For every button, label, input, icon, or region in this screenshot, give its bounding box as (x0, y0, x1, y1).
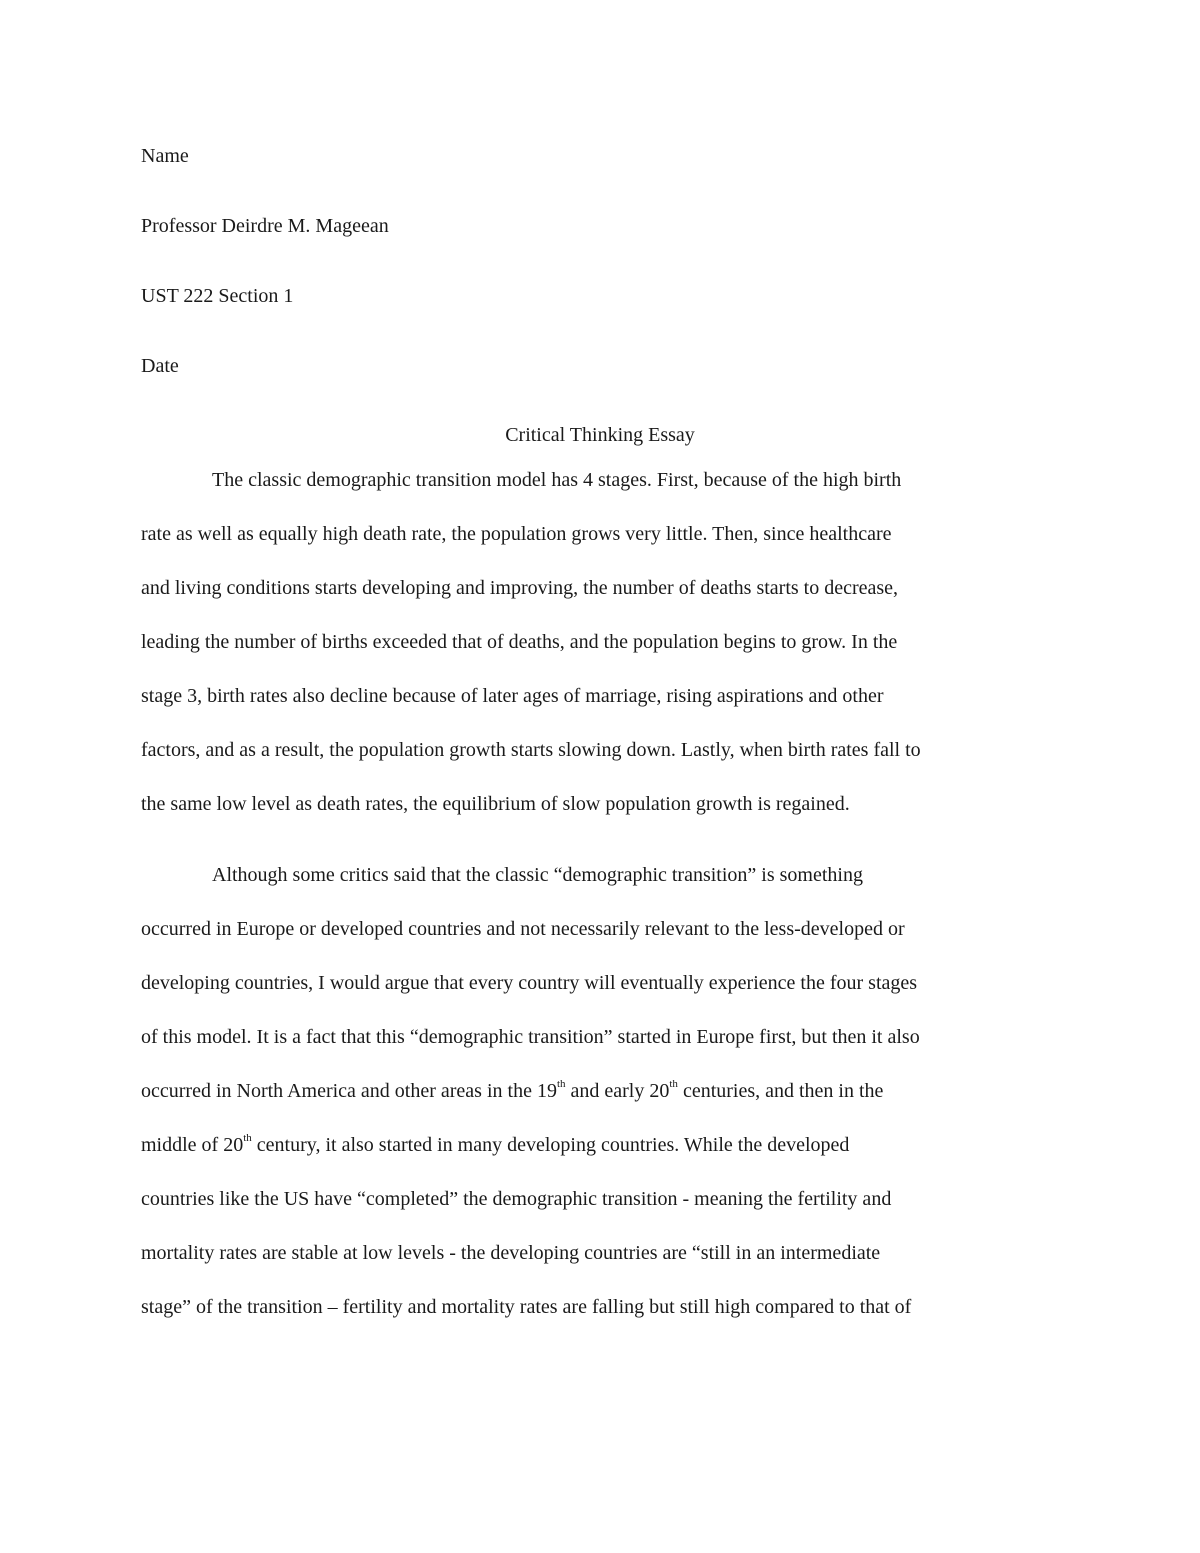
paragraph-2-line (141, 1079, 883, 1103)
text-segment: occurred in North America and other areas in the 19 (141, 1080, 557, 1102)
text-segment: and early 20 (565, 1080, 670, 1102)
ordinal-suffix: th (556, 1078, 566, 1091)
professor-name: Professor Deirdre M. Mageean (141, 215, 389, 237)
paragraph-2-line: stage” of the transition – fertility and mortality rates are falling but still high compared to that of (141, 1296, 912, 1318)
paragraph-1-line: factors, and as a result, the population growth starts slowing down. Lastly, when birth rates fall to (141, 739, 921, 761)
paragraph-2-line: countries like the US have “completed” the demographic transition - meaning the fertility and (141, 1188, 892, 1210)
paragraph-2-line (141, 1133, 849, 1157)
text-segment: centuries, and then in the (677, 1080, 884, 1102)
paragraph-2-line: Although some critics said that the classic “demographic transition” is something (212, 864, 863, 886)
paragraph-2-line: occurred in Europe or developed countries and not necessarily relevant to the less-developed or (141, 918, 905, 940)
paragraph-1-line: leading the number of births exceeded that of deaths, and the population begins to grow. In the (141, 631, 898, 653)
paragraph-1-line: stage 3, birth rates also decline because of later ages of marriage, rising aspirations and other (141, 685, 884, 707)
paragraph-1-line: The classic demographic transition model has 4 stages. First, because of the high birth (212, 469, 902, 491)
paragraph-2-line: developing countries, I would argue that every country will eventually experience the four stages (141, 972, 918, 994)
paragraph-1-line: rate as well as equally high death rate, the population grows very little. Then, since healthcare (141, 523, 892, 545)
paragraph-2-line: mortality rates are stable at low levels - the developing countries are “still in an intermediate (141, 1242, 881, 1264)
paragraph-2-line: of this model. It is a fact that this “demographic transition” started in Europe first, but then it also (141, 1026, 920, 1048)
essay-title: Critical Thinking Essay (505, 424, 695, 446)
ordinal-suffix: th (669, 1078, 678, 1091)
ordinal-suffix: th (243, 1132, 252, 1145)
paragraph-1-line: the same low level as death rates, the equilibrium of slow population growth is regained. (141, 793, 850, 815)
student-name: Name (141, 145, 189, 167)
course-section: UST 222 Section 1 (141, 285, 294, 307)
text-segment: century, it also started in many developing countries. While the developed (251, 1134, 850, 1156)
paragraph-1-line: and living conditions starts developing and improving, the number of deaths starts to decrease, (141, 577, 899, 599)
date-line: Date (141, 355, 179, 377)
text-segment: middle of 20 (141, 1134, 244, 1156)
